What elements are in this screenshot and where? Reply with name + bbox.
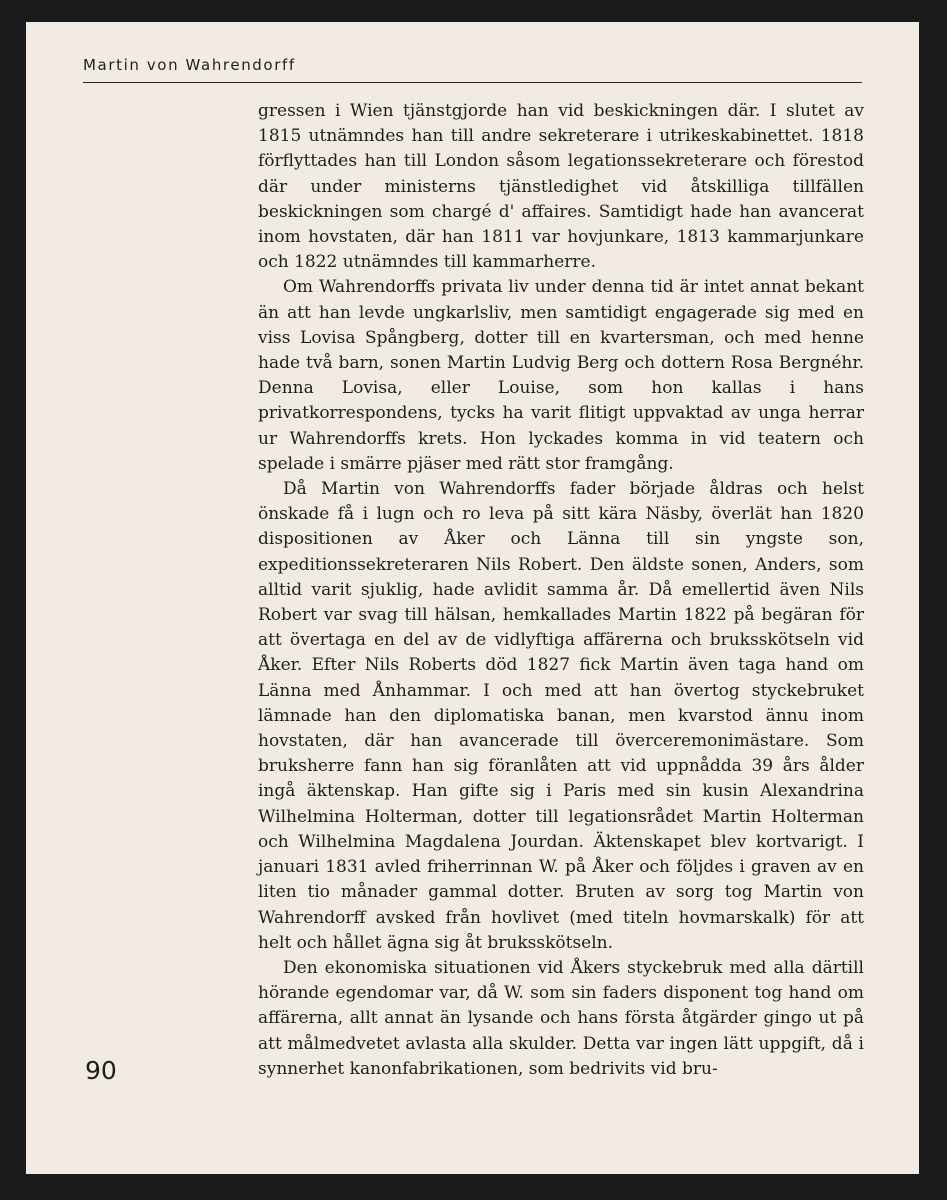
paragraph: Om Wahrendorffs privata liv under denna tid är intet annat bekant än att han levde ungkarlsliv, men samtidigt engagerade sig med en viss Lovisa Spångberg, dotter till en kvartersman, och med henne hade två barn, sonen Martin Ludvig Berg och dottern Rosa Bergnéhr. Denna Lovisa, eller Louise, som hon kallas i hans privatkorrespondens, tycks ha varit flitigt uppvaktad av unga herrar ur Wahrendorffs krets. Hon lyckades komma in vid teatern och spelade i smärre pjäser med rätt stor framgång. bbox=[258, 277, 864, 474]
paragraph: Den ekonomiska situationen vid Åkers styckebruk med alla därtill hörande egendomar var, då W. som sin faders disponent tog hand om affärerna, allt annat än lysande och hans första åtgärder gingo ut på att målmedvetet avlasta alla skulder. Detta var ingen lätt uppgift, då i synnerhet kanonfabrikationen, som bedrivits vid bru- bbox=[258, 957, 864, 1079]
book-page bbox=[26, 22, 919, 1174]
page-number: 90 bbox=[85, 1056, 117, 1085]
body-text bbox=[258, 99, 864, 1082]
paragraph: Då Martin von Wahrendorffs fader började åldras och helst önskade få i lugn och ro leva på sitt kära Näsby, överlät han 1820 dispositionen av Åker och Länna till sin yngste son, expeditionssekreteraren Nils Robert. Den äldste sonen, Anders, som alltid varit sjuklig, hade avlidit samma år. Då emellertid även Nils Robert var svag till hälsan, hemkallades Martin 1822 på begäran för att övertaga en del av de vidlyftiga affärerna och bruksskötseln vid Åker. Efter Nils Roberts död 1827 fick Martin även taga hand om Länna med Ånhammar. I och med att han övertog styckebruket lämnade han den diplomatiska banan, men kvarstod ännu inom hovstaten, där han avancerade till överceremonimästare. Som bruksherre fann han sig föranlåten att vid uppnådda 39 års ålder ingå äktenskap. Han gifte sig i Paris med sin kusin Alexandrina Wilhelmina Holterman, dotter till legationsrådet Martin Holterman och Wilhelmina Magdalena Jourdan. Äktenskapet blev kortvarigt. I januari 1831 avled friherrinnan W. på Åker och följdes i graven av en liten tio månader gammal dotter. Bruten av sorg tog Martin von Wahrendorff avsked från hovlivet (med titeln hovmarskalk) för att helt och hållet ägna sig åt bruksskötseln. bbox=[258, 479, 864, 953]
paragraph: gressen i Wien tjänstgjorde han vid beskickningen där. I slutet av 1815 utnämndes han till andre sekreterare i utrikeskabinettet. 1818 förflyttades han till London såsom legationssekreterare och förestod där under ministerns tjänstledighet vid åtskilliga tillfällen beskickningen som chargé d' affaires. Samtidigt hade han avancerat inom hovstaten, där han 1811 var hovjunkare, 1813 kammarjunkare och 1822 utnämndes till kammarherre. bbox=[258, 101, 864, 273]
header-rule bbox=[83, 82, 862, 83]
running-head: Martin von Wahrendorff bbox=[83, 56, 296, 74]
